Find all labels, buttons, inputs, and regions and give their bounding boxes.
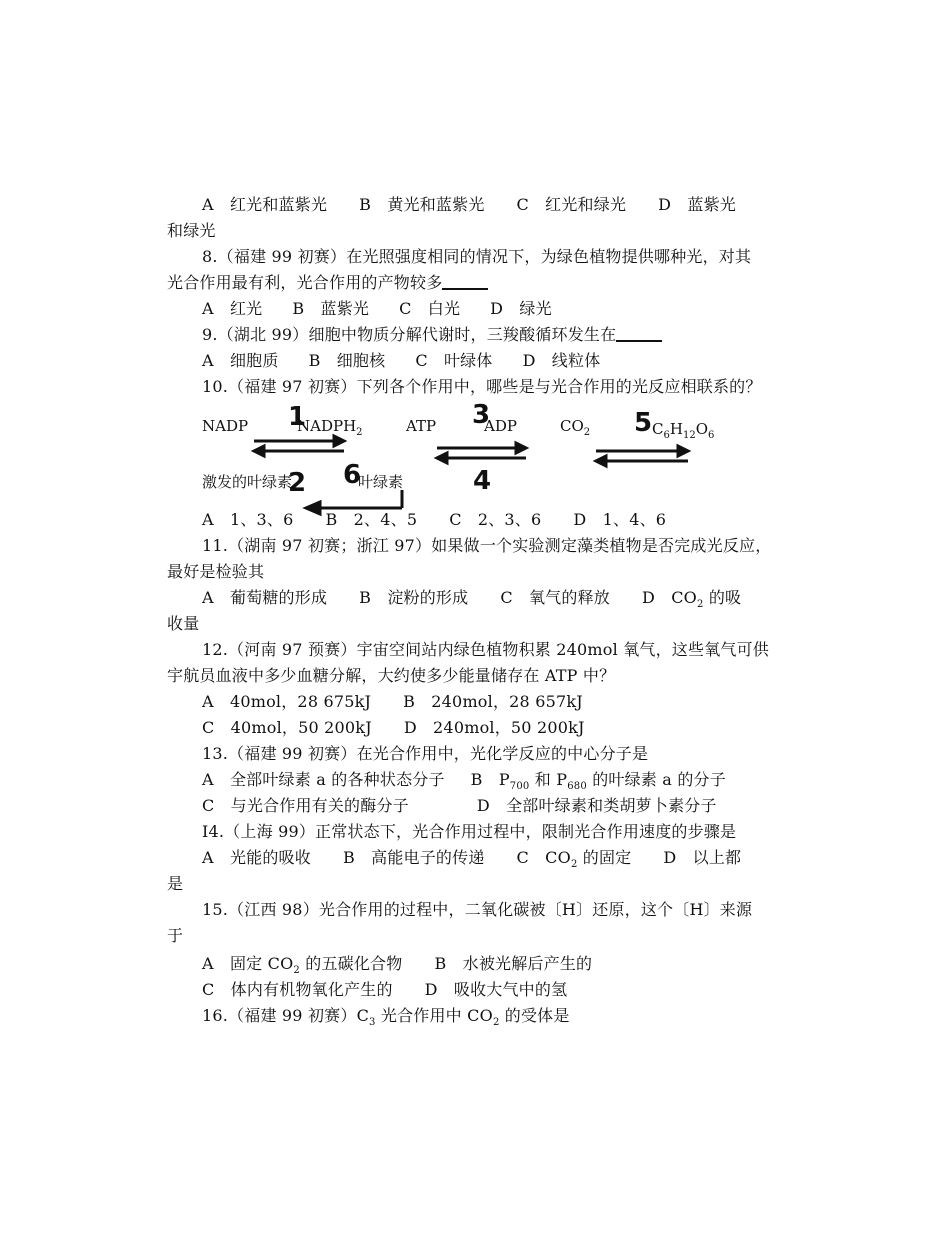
step-number-3: 3: [472, 400, 491, 430]
q10-options: [202, 510, 666, 530]
q15-option-a-text: A 固定 CO: [202, 954, 294, 973]
step-number-1: 1: [288, 402, 307, 432]
q13-options-row1: [202, 770, 726, 790]
q8-option-a: A 红光: [202, 299, 263, 318]
q11-option-c: C 氧气的释放: [500, 588, 610, 607]
q15-options-row1: [202, 954, 592, 974]
q8-option-c: C 白光: [399, 299, 461, 318]
q11-stem-line2: 最好是检验其: [167, 562, 265, 581]
q7-option-b: B 黄光和蓝紫光: [359, 195, 485, 214]
label-nadp: NADP: [202, 417, 249, 435]
q10-option-c: C 2、3、6: [449, 510, 542, 529]
q15-option-a: [202, 954, 403, 976]
q13-option-b-mid: 和 P: [529, 770, 568, 789]
q16-text: 16.（福建 99 初赛）C: [202, 1006, 370, 1025]
q11-option-d-sub: 2: [696, 599, 704, 610]
q9-option-b: B 细胞核: [308, 351, 386, 370]
glucose-c-sub: 6: [663, 430, 670, 441]
q12-option-a: A 40mol，28 675kJ: [202, 692, 372, 711]
label-atp: ATP: [406, 417, 437, 435]
q7-option-c: C 红光和绿光: [516, 195, 627, 214]
label-glucose: [652, 420, 715, 441]
q14-option-c-post: 的固定: [577, 848, 632, 867]
q12-options-row1: [202, 692, 583, 712]
q8-stem-text: 光合作用最有利，光合作用的产物较多: [167, 273, 443, 292]
q12-options-row2: [202, 718, 585, 738]
q15-option-d: D 吸收大气中的氢: [424, 980, 568, 999]
glucose-h-sub: 12: [682, 430, 696, 441]
q14-option-c-text: C CO: [516, 848, 571, 867]
q12-stem-line2: 宇航员血液中多少血糖分解，大约使多少能量储存在 ATP 中？: [167, 666, 616, 685]
q8-option-b: B 蓝紫光: [292, 299, 370, 318]
q14-option-d-wrap: 是: [167, 874, 184, 893]
q13-option-a: A 全部叶绿素 a 的各种状态分子: [202, 770, 445, 789]
q12-option-d: D 240mol，50 200kJ: [403, 718, 585, 737]
label-chlorophyll: 叶绿素: [358, 473, 404, 491]
q7-option-a: A 红光和蓝紫光: [202, 195, 328, 214]
q11-stem-line1: 11.（湖南 97 初赛；浙江 97）如果做一个实验测定藻类植物是否完成光反应，: [202, 536, 772, 555]
q9-stem-text: 9.（湖北 99）细胞中物质分解代谢时，三羧酸循环发生在: [202, 325, 617, 344]
q15-option-a-post: 的五碳化合物: [299, 954, 403, 973]
q11-option-d-text: D CO: [641, 588, 697, 607]
q14-option-c: [516, 848, 632, 870]
glucose-o-sub: 6: [708, 430, 715, 441]
arrow-pair-5: [596, 446, 688, 466]
co2-subscript: 2: [583, 427, 591, 438]
q13-option-b-text: B P: [470, 770, 510, 789]
glucose-h: H: [669, 420, 683, 438]
q12-option-b: B 240mol，28 657kJ: [403, 692, 583, 711]
q13-option-b: [470, 770, 726, 792]
q14-stem: I4.（上海 99）正常状态下，光合作用过程中，限制光合作用速度的步骤是: [202, 822, 737, 841]
q13-option-c: C 与光合作用有关的酶分子: [202, 796, 409, 815]
q11-option-a: A 葡萄糖的形成: [202, 588, 328, 607]
label-co2: [560, 417, 591, 438]
step-number-4: 4: [473, 466, 492, 496]
q14-option-d: D 以上都: [663, 848, 742, 867]
q13-options-row2: [202, 796, 717, 816]
arrow-pair-1-2: [254, 436, 344, 456]
q7-option-d: D 蓝紫光: [658, 195, 737, 214]
nadph-subscript: 2: [356, 427, 363, 438]
q15-option-a-sub: 2: [293, 965, 300, 976]
arrow-pair-3-4: [437, 443, 526, 463]
q12-stem-line1: 12.（河南 97 预赛）宇宙空间站内绿色植物积累 240mol 氧气，这些氧气可供: [202, 640, 770, 659]
q11-option-d: [641, 588, 742, 610]
q14-options: [202, 848, 741, 868]
q13-stem: 13.（福建 99 初赛）在光合作用中，光化学反应的中心分子是: [202, 744, 649, 763]
label-excited-chlorophyll: 激发的叶绿素: [202, 473, 293, 491]
step-number-6: 6: [343, 460, 362, 490]
q14-option-a: A 光能的吸收: [202, 848, 311, 867]
q15-stem-line2: 于: [167, 926, 184, 945]
step-number-5: 5: [634, 408, 653, 438]
q11-option-d-post: 的吸: [703, 588, 742, 607]
label-adp: ADP: [484, 417, 517, 435]
q16-sub2: 2: [492, 1017, 500, 1028]
q10-option-b: B 2、4、5: [325, 510, 418, 529]
q9-option-d: D 线粒体: [522, 351, 601, 370]
q10-option-d: D 1、4、6: [573, 510, 667, 529]
q16-stem: [202, 1006, 570, 1026]
q13-option-b-sub1: 700: [509, 781, 530, 792]
q12-option-c: C 40mol，50 200kJ: [202, 718, 372, 737]
q13-option-b-sub2: 680: [567, 781, 587, 792]
q11-options: [202, 588, 741, 608]
label-nadph2: [297, 417, 363, 438]
glucose-o: O: [695, 420, 708, 438]
q9-option-c: C 叶绿体: [415, 351, 493, 370]
q11-option-d-wrap: 收量: [167, 614, 200, 633]
q10-stem: 10.（福建 97 初赛）下列各个作用中，哪些是与光合作用的光反应相联系的？: [202, 377, 762, 396]
q11-option-b: B 淀粉的形成: [359, 588, 469, 607]
q9-option-a: A 细胞质: [202, 351, 279, 370]
nadph-text: NADPH: [297, 417, 357, 435]
q8-option-d: D 绿光: [490, 299, 552, 318]
q15-stem-line1: 15.（江西 98）光合作用的过程中，二氧化碳被〔H〕还原，这个〔H〕来源: [202, 900, 753, 919]
q16-post: 的受体是: [499, 1006, 570, 1025]
q8-stem-line1: 8.（福建 99 初赛）在光照强度相同的情况下，为绿色植物提供哪种光，对其: [202, 247, 752, 266]
q13-option-d: D 全部叶绿素和类胡萝卜素分子: [476, 796, 717, 815]
q15-option-b: B 水被光解后产生的: [434, 954, 593, 973]
step-number-2: 2: [288, 468, 307, 498]
q15-options-row2: [202, 980, 567, 1000]
q16-sub1: 3: [369, 1017, 376, 1028]
q7-option-d-wrap: 和绿光: [167, 221, 216, 240]
glucose-c: C: [652, 420, 664, 438]
q14-option-b: B 高能电子的传递: [342, 848, 485, 867]
q14-option-c-sub: 2: [570, 859, 578, 870]
q10-option-a: A 1、3、6: [202, 510, 294, 529]
q15-option-c: C 体内有机物氧化产生的: [202, 980, 393, 999]
q16-mid: 光合作用中 CO: [375, 1006, 493, 1025]
q13-option-b-post: 的叶绿素 a 的分子: [586, 770, 726, 789]
co2-text: CO: [560, 417, 584, 435]
